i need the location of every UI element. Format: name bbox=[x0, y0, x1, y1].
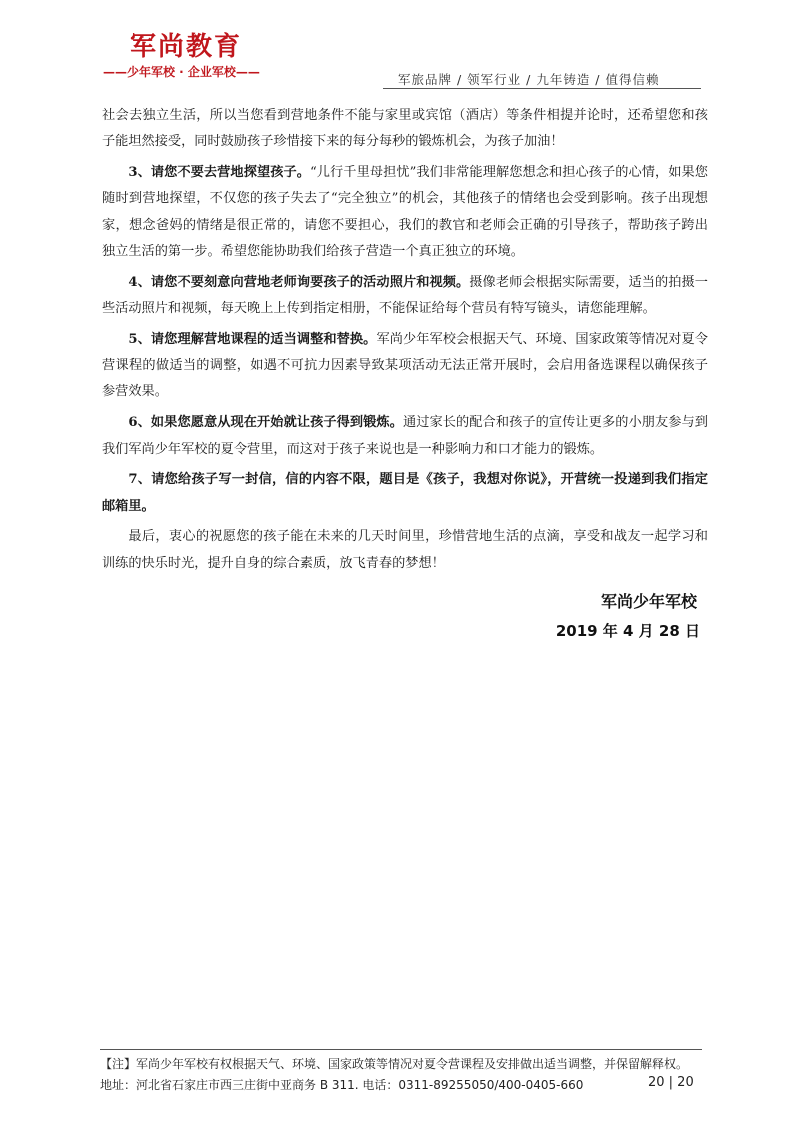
paragraph-text: 社会去独立生活，所以当您看到营地条件不能与家里或宾馆（酒店）等条件相提并论时，还希望您和孩子能坦然接受，同时鼓励孩子珍惜接下来的每分每秒的锻炼机会，为孩子加油！ bbox=[102, 108, 708, 150]
signature-date: 2019 年 4 月 28 日 bbox=[555, 622, 700, 640]
paragraph-text: 军尚少年军校会根据天气、环境、国家政策等情况对夏令营课程的做适当的调整，如遇不可抗力因素导致某项活动无法正常开展时，会启用备选课程以确保孩子参营效果。 bbox=[102, 331, 708, 400]
signature-org: 军尚少年军校 bbox=[600, 592, 697, 611]
paragraph-3 bbox=[102, 160, 708, 265]
paragraph-text: 最后，衷心的祝愿您的孩子能在未来的几天时间里，珍惜营地生活的点滴，享受和战友一起学习和训练的快乐时光，提升自身的综合素质，放飞青春的梦想！ bbox=[102, 529, 708, 571]
letter-body bbox=[102, 103, 708, 582]
page-number: 20 | 20 bbox=[648, 1075, 694, 1090]
logo-subtitle: ——少年军校 · 企业军校—— bbox=[103, 65, 260, 79]
paragraph-heading: 5、请您理解营地课程的适当调整和替换。 bbox=[128, 331, 377, 347]
paragraph-continued bbox=[102, 103, 708, 156]
header-divider bbox=[383, 88, 701, 89]
paragraph-5 bbox=[102, 327, 708, 406]
footer-divider bbox=[100, 1049, 702, 1050]
paragraph-text: “儿行千里母担忧”我们非常能理解您想念和担心孩子的心情，如果您随时到营地探望，不仅您的孩子失去了“完全独立”的机会，其他孩子的情绪也会受到影响。孩子出现想家，想念爸妈的情绪是很正常的，请您不要担心，我们的教官和老师会正确的引导孩子，帮助孩子跨出独立生活的第一步。希望您能协助我们给孩子营造一个真正独立的环境。 bbox=[102, 165, 708, 259]
paragraph-7 bbox=[102, 467, 708, 520]
paragraph-heading: 3、请您不要去营地探望孩子。 bbox=[128, 165, 310, 181]
logo-title: 军尚教育 bbox=[130, 32, 243, 62]
paragraph-text: 通过家长的配合和孩子的宣传让更多的小朋友参与到我们军尚少年军校的夏令营里，而这对于孩子来说也是一种影响力和口才能力的锻炼。 bbox=[102, 415, 708, 457]
header-tagline: 军旅品牌 / 领军行业 / 九年铸造 / 值得信赖 bbox=[398, 72, 660, 87]
paragraph-4 bbox=[102, 270, 708, 323]
page-header bbox=[0, 0, 800, 90]
footer-address: 地址：河北省石家庄市西三庄街中亚商务 B 311. 电话：0311-89255050/400-0405-660 bbox=[100, 1078, 584, 1092]
paragraph-heading: 7、请您给孩子写一封信，信的内容不限，题目是《孩子，我想对你说》，开营统一投递到我们指定邮箱里。 bbox=[102, 472, 708, 514]
paragraph-heading: 4、请您不要刻意向营地老师询要孩子的活动照片和视频。 bbox=[128, 274, 470, 290]
paragraph-heading: 6、如果您愿意从现在开始就让孩子得到锻炼。 bbox=[128, 415, 403, 431]
footer-note: 【注】军尚少年军校有权根据天气、环境、国家政策等情况对夏令营课程及安排做出适当调整，并保留解释权。 bbox=[100, 1057, 689, 1071]
paragraph-6 bbox=[102, 410, 708, 463]
paragraph-closing bbox=[102, 524, 708, 577]
paragraph-text: 摄像老师会根据实际需要，适当的拍摄一些活动照片和视频，每天晚上上传到指定相册，不能保证给每个营员有特写镜头，请您能理解。 bbox=[102, 274, 708, 317]
